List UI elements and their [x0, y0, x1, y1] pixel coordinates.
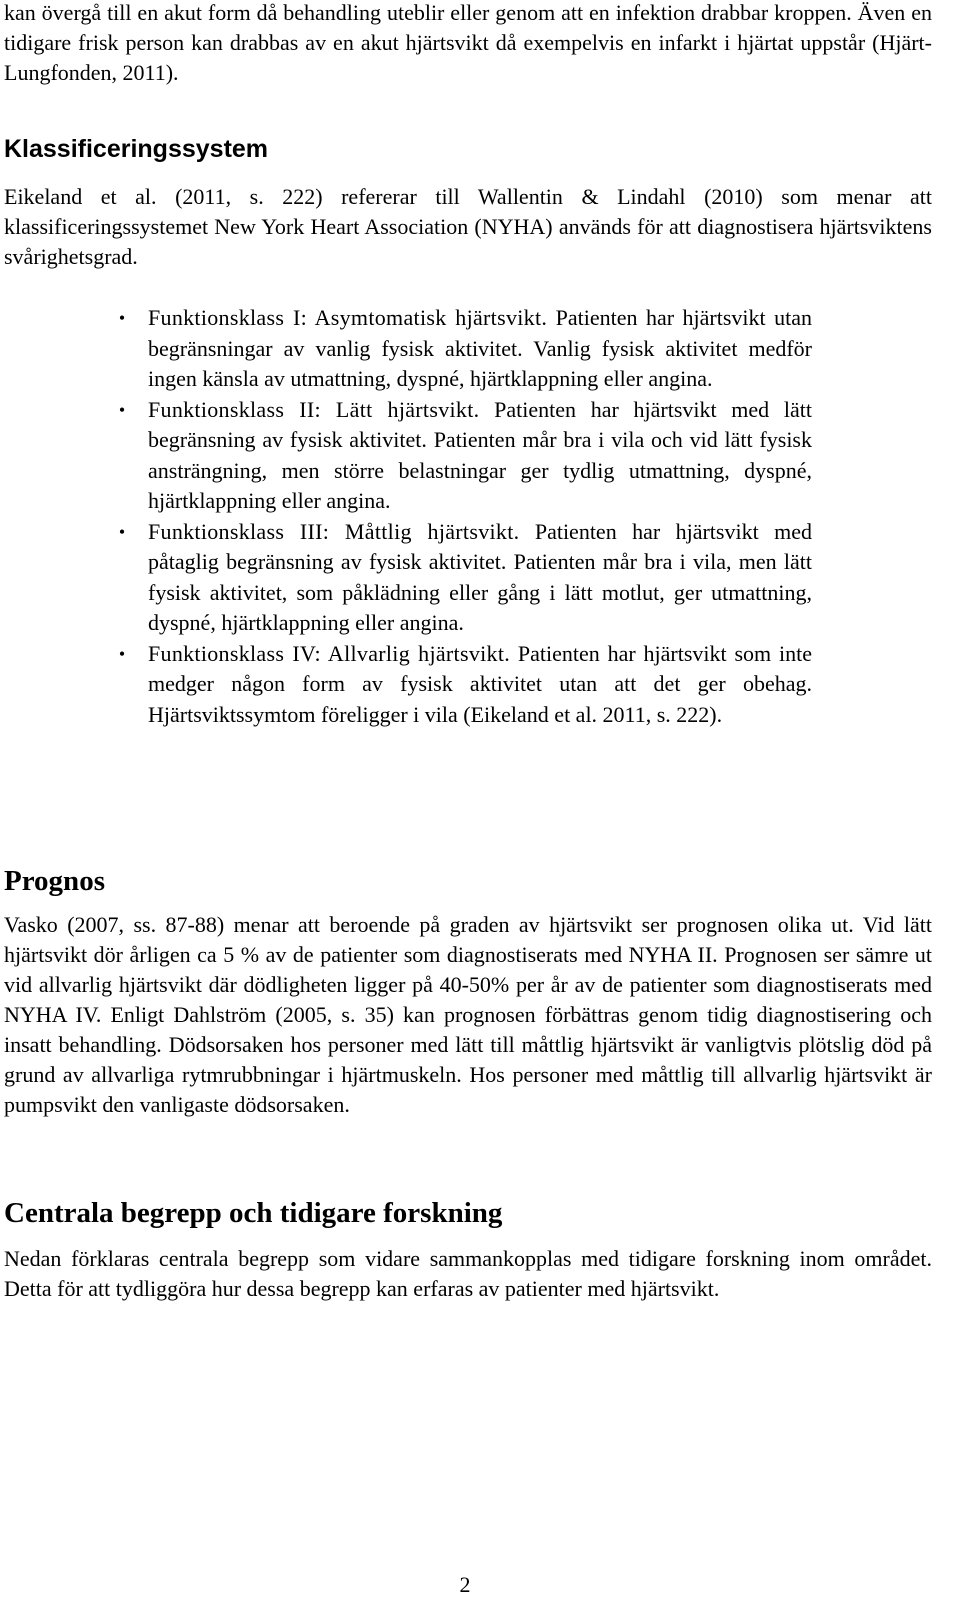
- page-number: 2: [459, 1572, 471, 1597]
- list-item: [112, 395, 812, 517]
- prognos-paragraph: Vasko (2007, ss. 87-88) menar att beroende på graden av hjärtsvikt ser prognosen olika ut. Vid lätt hjärtsvikt dör årligen ca 5 % av de patienter som diagnostiserats med NYHA II. Prognosen ser sämre ut vid allvarlig hjärtsvikt där dödligheten ligger på 40-50% per år av de patienter som diagnostiserats med NYHA IV. Enligt Dahlström (2005, s. 35) kan prognosen förbättras genom tidig diagnostisering och insatt behandling. Dödsorsaken hos personer med lätt till måttlig hjärtsvikt är vanligtvis plötslig död på grund av allvarliga rytmrubbningar i hjärtmuskeln. Hos personer med måttlig till allvarlig hjärtsvikt är pumpsvikt den vanligaste dödsorsaken.: [4, 912, 932, 1117]
- list-item-text: Patienten har hjärtsvikt som inte medger någon form av fysisk aktivitet utan att det ger obehag. Hjärtsviktssymtom föreligger i vila (Eikeland et al. 2011, s. 222).: [148, 640, 812, 727]
- bullet-icon: •: [118, 399, 126, 420]
- bullet-icon: •: [118, 521, 126, 542]
- intro-paragraph: kan övergå till en akut form då behandling uteblir eller genom att en infektion drabbar kroppen. Även en tidigare frisk person kan drabbas av en akut hjärtsvikt då exempelvis en infarkt i hjärtat uppstår (Hjärt-Lungfonden, 2011).: [4, 0, 932, 85]
- concepts-heading: Centrala begrepp och tidigare forskning: [4, 1197, 503, 1229]
- list-item-lead: Funktionsklass II: Lätt hjärtsvikt.: [148, 396, 480, 422]
- list-item-lead: Funktionsklass I: Asymtomatisk hjärtsvikt.: [148, 305, 548, 330]
- classification-paragraph: Eikeland et al. (2011, s. 222) refererar till Wallentin & Lindahl (2010) som menar att klassificeringssystemet New York Heart Association (NYHA) används för att diagnostisera hjärtsviktens svårighetsgrad.: [4, 184, 932, 269]
- list-item: [112, 517, 812, 639]
- list-item-text: Patienten har hjärtsvikt med lätt begränsning av fysisk aktivitet. Patienten mår bra i vila och vid lätt fysisk ansträngning, men större belastningar ger tydlig utmattning, dyspné, hjärtklappning eller angina.: [148, 396, 812, 513]
- list-item: [112, 303, 812, 395]
- bullet-icon: •: [118, 308, 126, 328]
- concepts-paragraph: Nedan förklaras centrala begrepp som vidare sammankopplas med tidigare forskning inom området. Detta för att tydliggöra hur dessa begrepp kan erfaras av patienter med hjärtsvikt.: [4, 1246, 932, 1301]
- list-item-text: Patienten har hjärtsvikt med påtaglig begränsning av fysisk aktivitet. Patienten mår bra i vila, men lätt fysisk aktivitet, som påklädning eller gång i lätt motlut, ger utmattning, dyspné, hjärtklappning eller angina.: [148, 518, 812, 635]
- list-item-lead: Funktionsklass IV: Allvarlig hjärtsvikt.: [148, 640, 511, 666]
- list-item: [112, 639, 812, 731]
- prognos-heading: Prognos: [4, 865, 105, 897]
- nyha-class-list: [112, 303, 812, 730]
- classification-heading: Klassificeringssystem: [4, 135, 269, 163]
- list-item-lead: Funktionsklass III: Måttlig hjärtsvikt.: [148, 518, 520, 544]
- list-item-text: Patienten har hjärtsvikt utan begränsningar av vanlig fysisk aktivitet. Vanlig fysisk aktivitet medför ingen känsla av utmattning, dyspné, hjärtklappning eller angina.: [148, 305, 812, 391]
- bullet-icon: •: [118, 643, 126, 664]
